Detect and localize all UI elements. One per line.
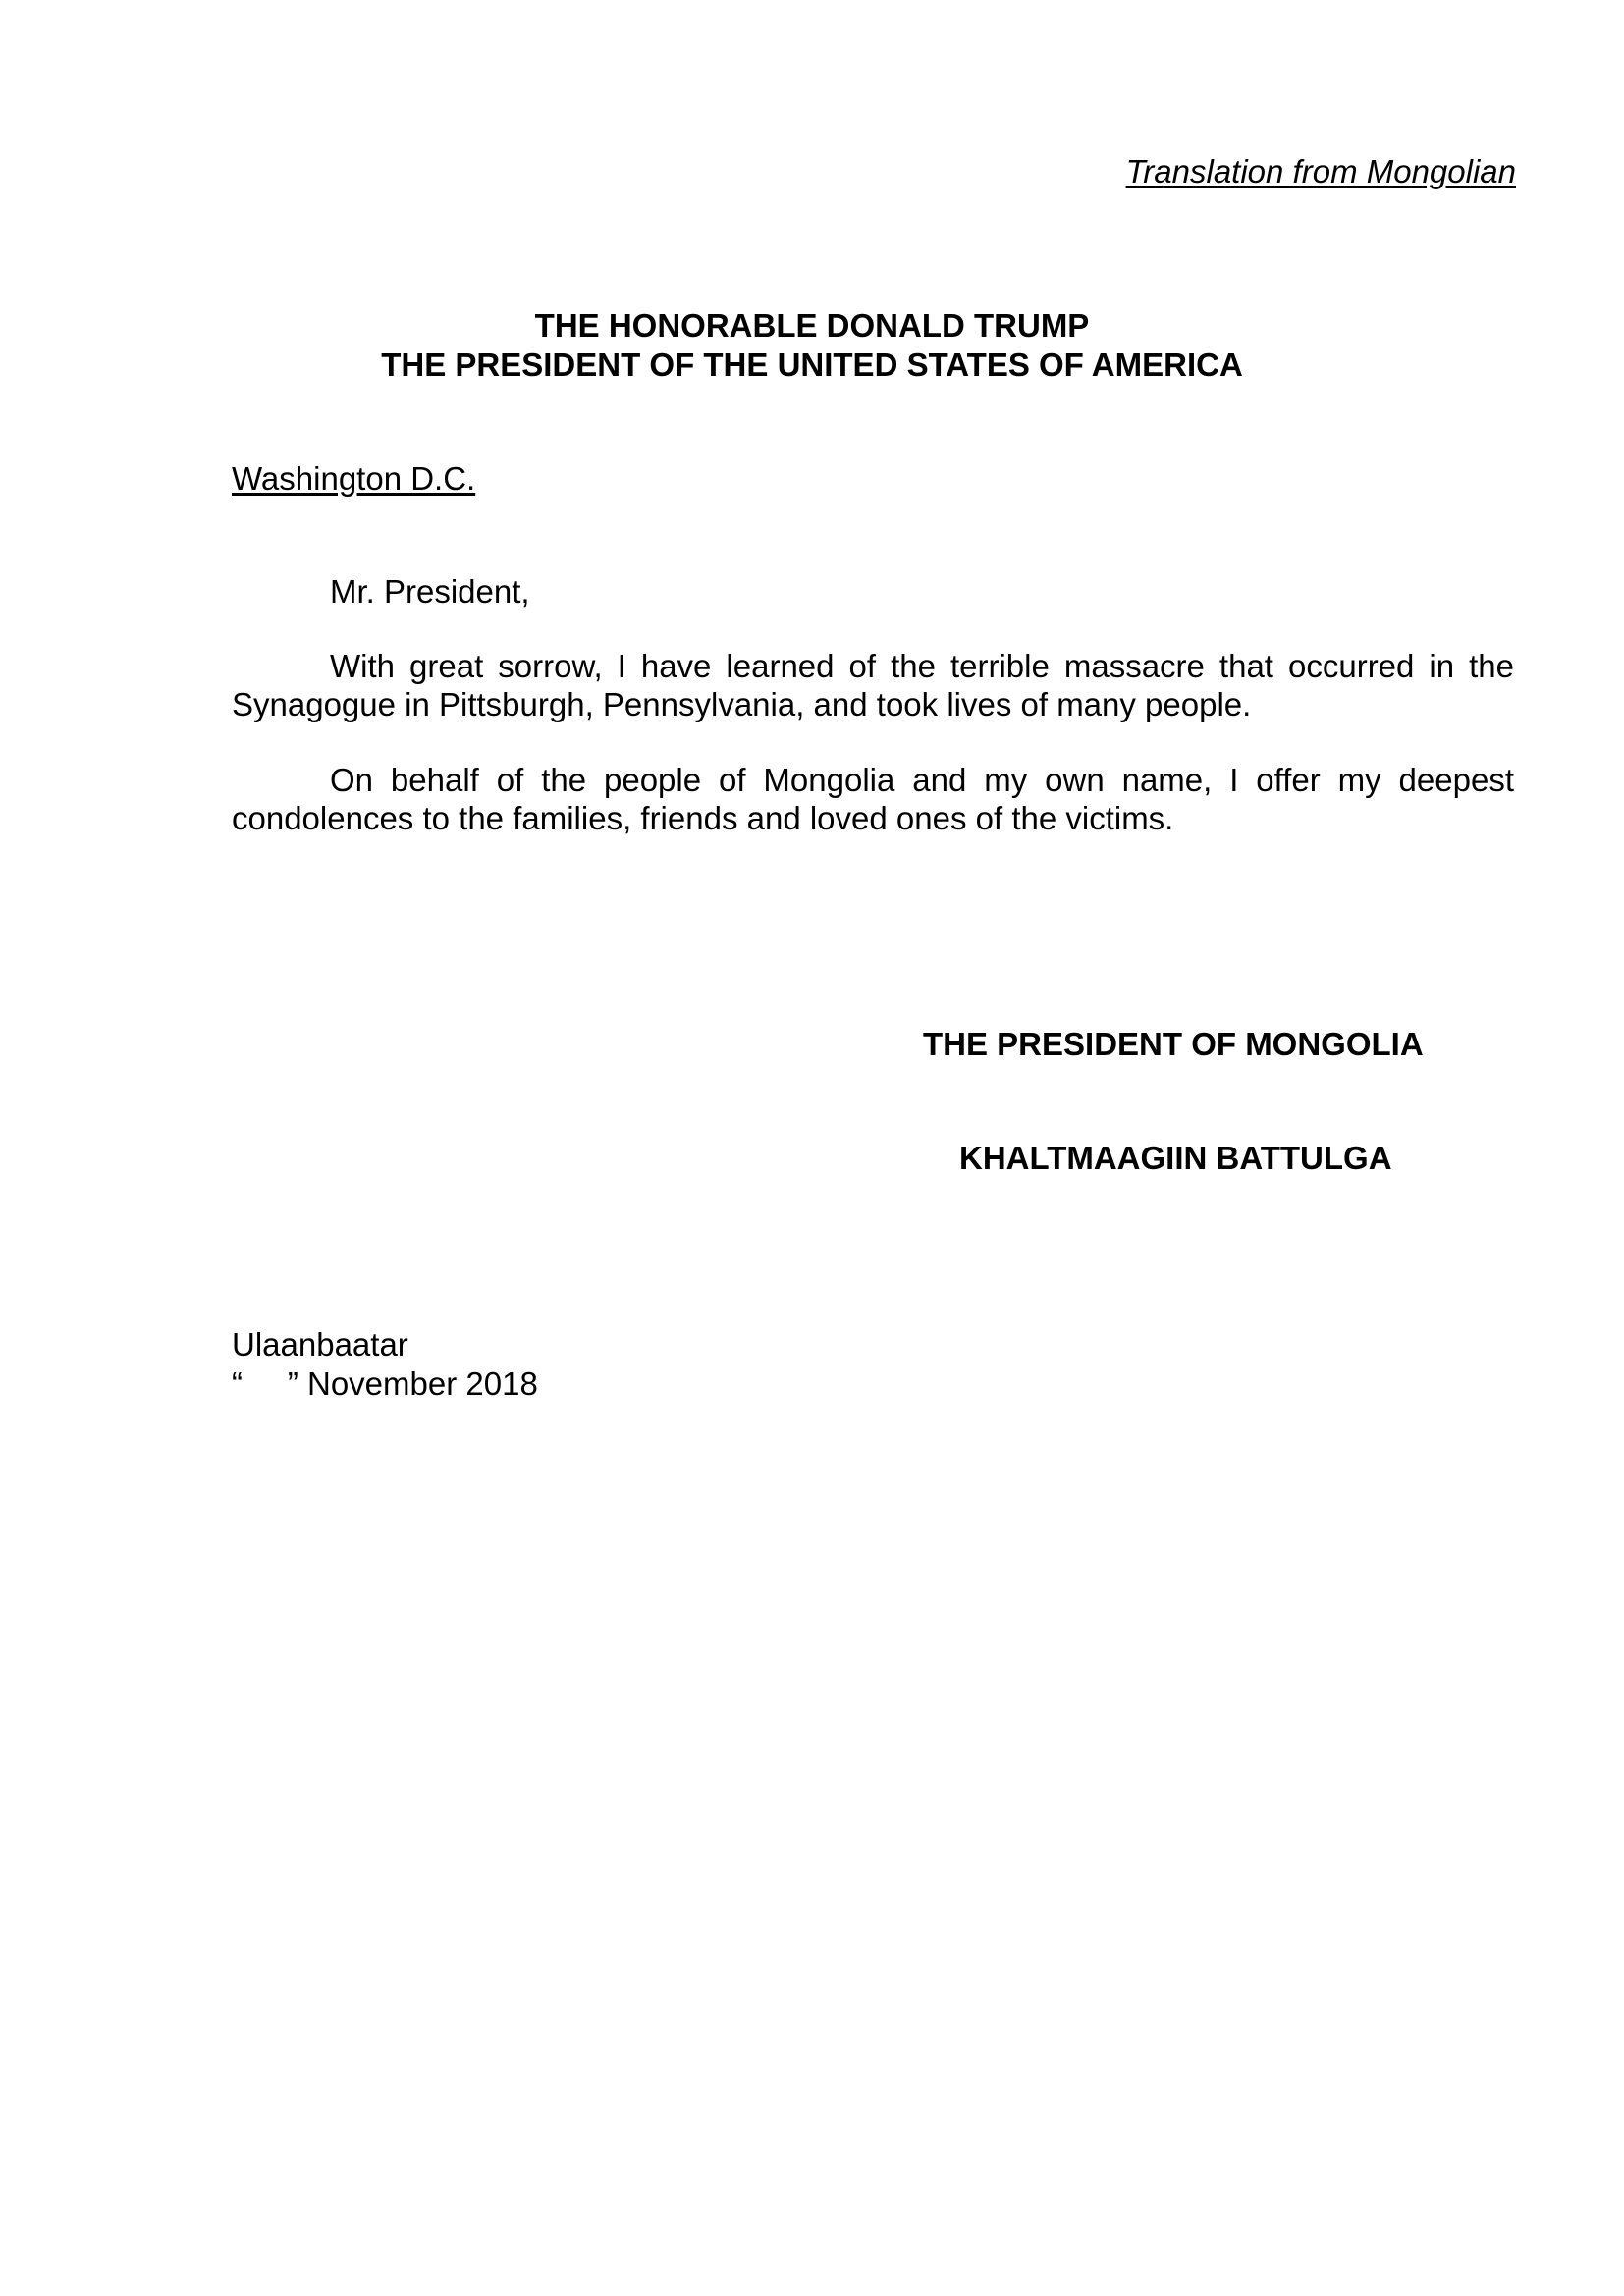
issue-city: Ulaanbaatar bbox=[232, 1326, 408, 1362]
issue-date: “ ” November 2018 bbox=[232, 1365, 538, 1402]
signatory-name: KHALTMAAGIIN BATTULGA bbox=[959, 1140, 1392, 1176]
recipient-place: Washington D.C. bbox=[232, 460, 476, 497]
addressee-block bbox=[0, 306, 1624, 385]
translation-note: Translation from Mongolian bbox=[1125, 153, 1516, 189]
body-paragraph-1: With great sorrow, I have learned of the terrible massacre that occurred in the Synagogue in Pittsburgh, Pennsylvania, and took lives of many people. bbox=[232, 648, 1514, 722]
salutation: Mr. President, bbox=[330, 573, 530, 610]
body-paragraph-2: On behalf of the people of Mongolia and my own name, I offer my deepest condolences to the families, friends and loved ones of the victims. bbox=[232, 762, 1514, 836]
addressee-title: THE PRESIDENT OF THE UNITED STATES OF AMERICA bbox=[381, 347, 1243, 383]
addressee-name: THE HONORABLE DONALD TRUMP bbox=[534, 307, 1090, 344]
signatory-title: THE PRESIDENT OF MONGOLIA bbox=[923, 1026, 1424, 1062]
